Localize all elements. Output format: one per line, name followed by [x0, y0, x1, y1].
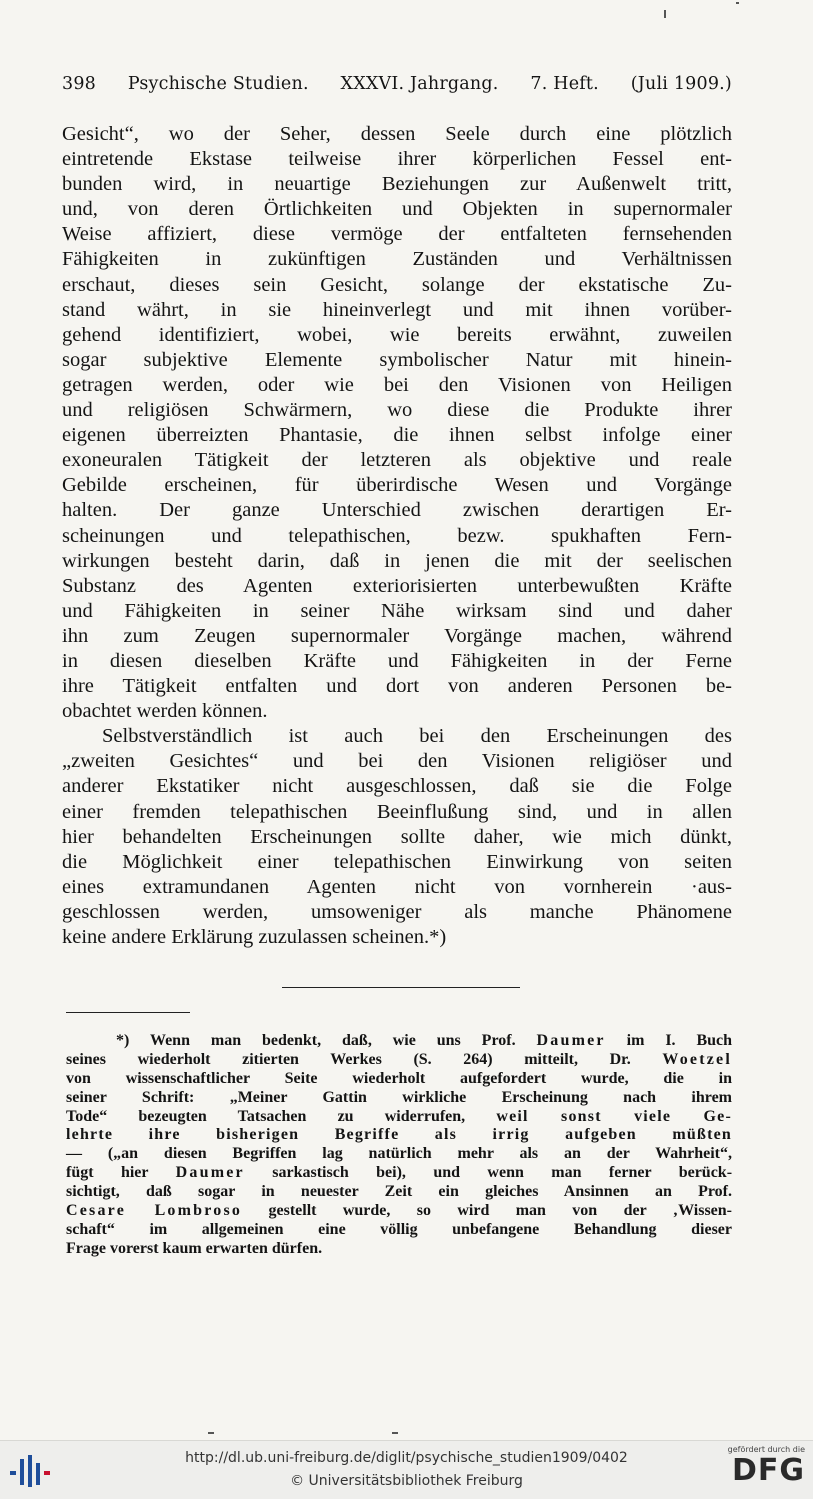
text-line: Fähigkeiten in zukünftigen Zuständen und Verhältnissen	[62, 248, 732, 271]
dfg-logo-text: DFG	[731, 1453, 805, 1488]
section-divider	[282, 987, 520, 988]
dfg-caption: gefördert durch die	[727, 1445, 805, 1454]
author-name: Cesare Lombroso	[66, 1202, 243, 1220]
main-text	[62, 122, 732, 950]
text-line: bunden wird, in neuartige Beziehungen zur Außenwelt tritt,	[62, 173, 732, 196]
footnote-line	[66, 1164, 732, 1183]
footnote-text: seines wiederholt zitierten Werkes (S. 264) mitteilt, Dr.	[66, 1050, 631, 1068]
text-line: exoneuralen Tätigkeit der letzteren als objektive und reale	[62, 449, 732, 472]
text-line: „zweiten Gesichtes“ und bei den Visionen religiöser und	[62, 750, 732, 773]
footnote-line	[66, 1032, 732, 1051]
text-line: einer fremden telepathischen Beeinflußung sind, und in allen	[62, 800, 732, 823]
footnote-line: von wissenschaftlicher Seite wiederholt aufgefordert wurde, die in	[66, 1069, 732, 1087]
footnote-line	[66, 1051, 732, 1070]
page-url[interactable]: http://dl.ub.uni-freiburg.de/diglit/psychische_studien1909/0402	[185, 1450, 628, 1466]
author-name: Woetzel	[662, 1050, 733, 1068]
journal-title: Psychische Studien.	[127, 74, 309, 94]
issue-date: (Juli 1909.)	[630, 74, 732, 94]
scan-speck	[208, 1432, 214, 1434]
text-line: halten. Der ganze Unterschied zwischen derartigen Er-	[62, 499, 732, 522]
text-line: ihn zum Zeugen supernormaler Vorgänge machen, während	[62, 624, 732, 647]
page-header	[62, 74, 732, 94]
text-line: obachtet werden können.	[62, 700, 268, 723]
text-line: Substanz des Agenten exteriorisierten unterbewußten Kräfte	[62, 574, 732, 597]
footnote-line	[66, 1202, 732, 1221]
author-name: Daumer	[175, 1164, 245, 1182]
footnote-line: sichtigt, daß sogar in neuester Zeit ein gleiches Ansinnen an Prof.	[66, 1183, 732, 1201]
footnote-divider	[66, 1012, 190, 1013]
issue-label: 7. Heft.	[530, 74, 599, 94]
text-line: eintretende Ekstase teilweise ihrer körperlichen Fessel ent-	[62, 148, 732, 171]
scan-speck	[392, 1432, 398, 1434]
text-line: Selbstverständlich ist auch bei den Erscheinungen des	[102, 725, 732, 748]
author-name: Daumer	[536, 1032, 606, 1049]
text-line: getragen werden, oder wie bei den Visionen von Heiligen	[62, 373, 732, 396]
text-line: wirkungen besteht darin, daß in jenen die mit der seelischen	[62, 549, 732, 572]
footnote-line: — („an diesen Begriffen lag natürlich mehr als an der Wahrheit“,	[66, 1145, 732, 1163]
text-line: eines extramundanen Agenten nicht von vornherein ·aus-	[62, 875, 732, 898]
scan-speck	[736, 2, 739, 4]
text-line: keine andere Erklärung zuzulassen scheinen.*)	[62, 926, 447, 948]
text-line: hier behandelten Erscheinungen sollte daher, wie mich dünkt,	[62, 825, 732, 848]
text-line: in diesen dieselben Kräfte und Fähigkeiten in der Ferne	[62, 649, 732, 672]
footnote-text: sarkastisch bei), und wenn man ferner berück-	[272, 1164, 733, 1182]
text-line: scheinungen und telepathischen, bezw. spukhaften Fern-	[62, 524, 732, 547]
text-line: Gesicht“, wo der Seher, dessen Seele durch eine plötzlich	[62, 123, 732, 145]
text-line: erschaut, dieses sein Gesicht, solange der ekstatische Zu-	[62, 273, 732, 296]
footnote-line: schaft“ im allgemeinen eine völlig unbefangene Behandlung dieser	[66, 1220, 732, 1238]
footnote-text: fügt hier	[66, 1164, 149, 1182]
text-line: stand währt, in sie hineinverlegt und mit ihnen vorüber-	[62, 298, 732, 321]
viewer-footer	[0, 1440, 813, 1499]
copyright-notice: © Universitätsbibliothek Freiburg	[290, 1473, 523, 1489]
text-line: und religiösen Schwärmern, wo diese die Produkte ihrer	[62, 399, 732, 422]
footnote-text: gestellt wurde, so wird man von der ‚Wissen-	[268, 1202, 733, 1220]
emphasized-text: weil sonst viele Ge-	[496, 1107, 733, 1125]
text-line: Weise affiziert, diese vermöge der entfalteten fernsehenden	[62, 223, 732, 246]
text-line: geschlossen werden, umsoweniger als manche Phänomene	[62, 900, 732, 923]
text-line: sogar subjektive Elemente symbolischer Natur mit hinein-	[62, 348, 732, 371]
footnote-text: Tode“ bezeugten Tatsachen zu widerrufen,	[66, 1107, 466, 1125]
page-number: 398	[62, 74, 97, 94]
text-line: und Fähigkeiten in seiner Nähe wirksam sind und daher	[62, 599, 732, 622]
footnote-line: Frage vorerst kaum erwarten dürfen.	[66, 1239, 323, 1257]
text-line: ihre Tätigkeit entfalten und dort von anderen Personen be-	[62, 675, 732, 698]
footnote-text: *) Wenn man bedenkt, daß, wie uns Prof.	[116, 1032, 516, 1049]
footnote	[66, 1032, 732, 1259]
text-line: gehend identifiziert, wobei, wie bereits erwähnt, zuweilen	[62, 323, 732, 346]
text-line: anderer Ekstatiker nicht ausgeschlossen, daß sie die Folge	[62, 775, 732, 798]
footnote-line: seiner Schrift: „Meiner Gattin wirkliche Erscheinung nach ihrem	[66, 1088, 732, 1106]
footnote-text: im I. Buch	[626, 1032, 733, 1049]
footnote-line	[66, 1126, 732, 1145]
scan-speck	[664, 10, 666, 18]
footnote-line	[66, 1108, 732, 1127]
text-line: und, von deren Örtlichkeiten und Objekten in supernormaler	[62, 198, 732, 221]
volume-label: XXXVI. Jahrgang.	[340, 74, 499, 94]
text-line: Gebilde erscheinen, für überirdische Wesen und Vorgänge	[62, 474, 732, 497]
text-line: eigenen überreizten Phantasie, die ihnen selbst infolge einer	[62, 424, 732, 447]
emphasized-text: lehrte ihre bisherigen Begriffe als irrig aufgeben müßten	[66, 1126, 732, 1144]
text-line: die Möglichkeit einer telepathischen Einwirkung von seiten	[62, 850, 732, 873]
dfg-logo-icon[interactable]	[713, 1445, 805, 1495]
